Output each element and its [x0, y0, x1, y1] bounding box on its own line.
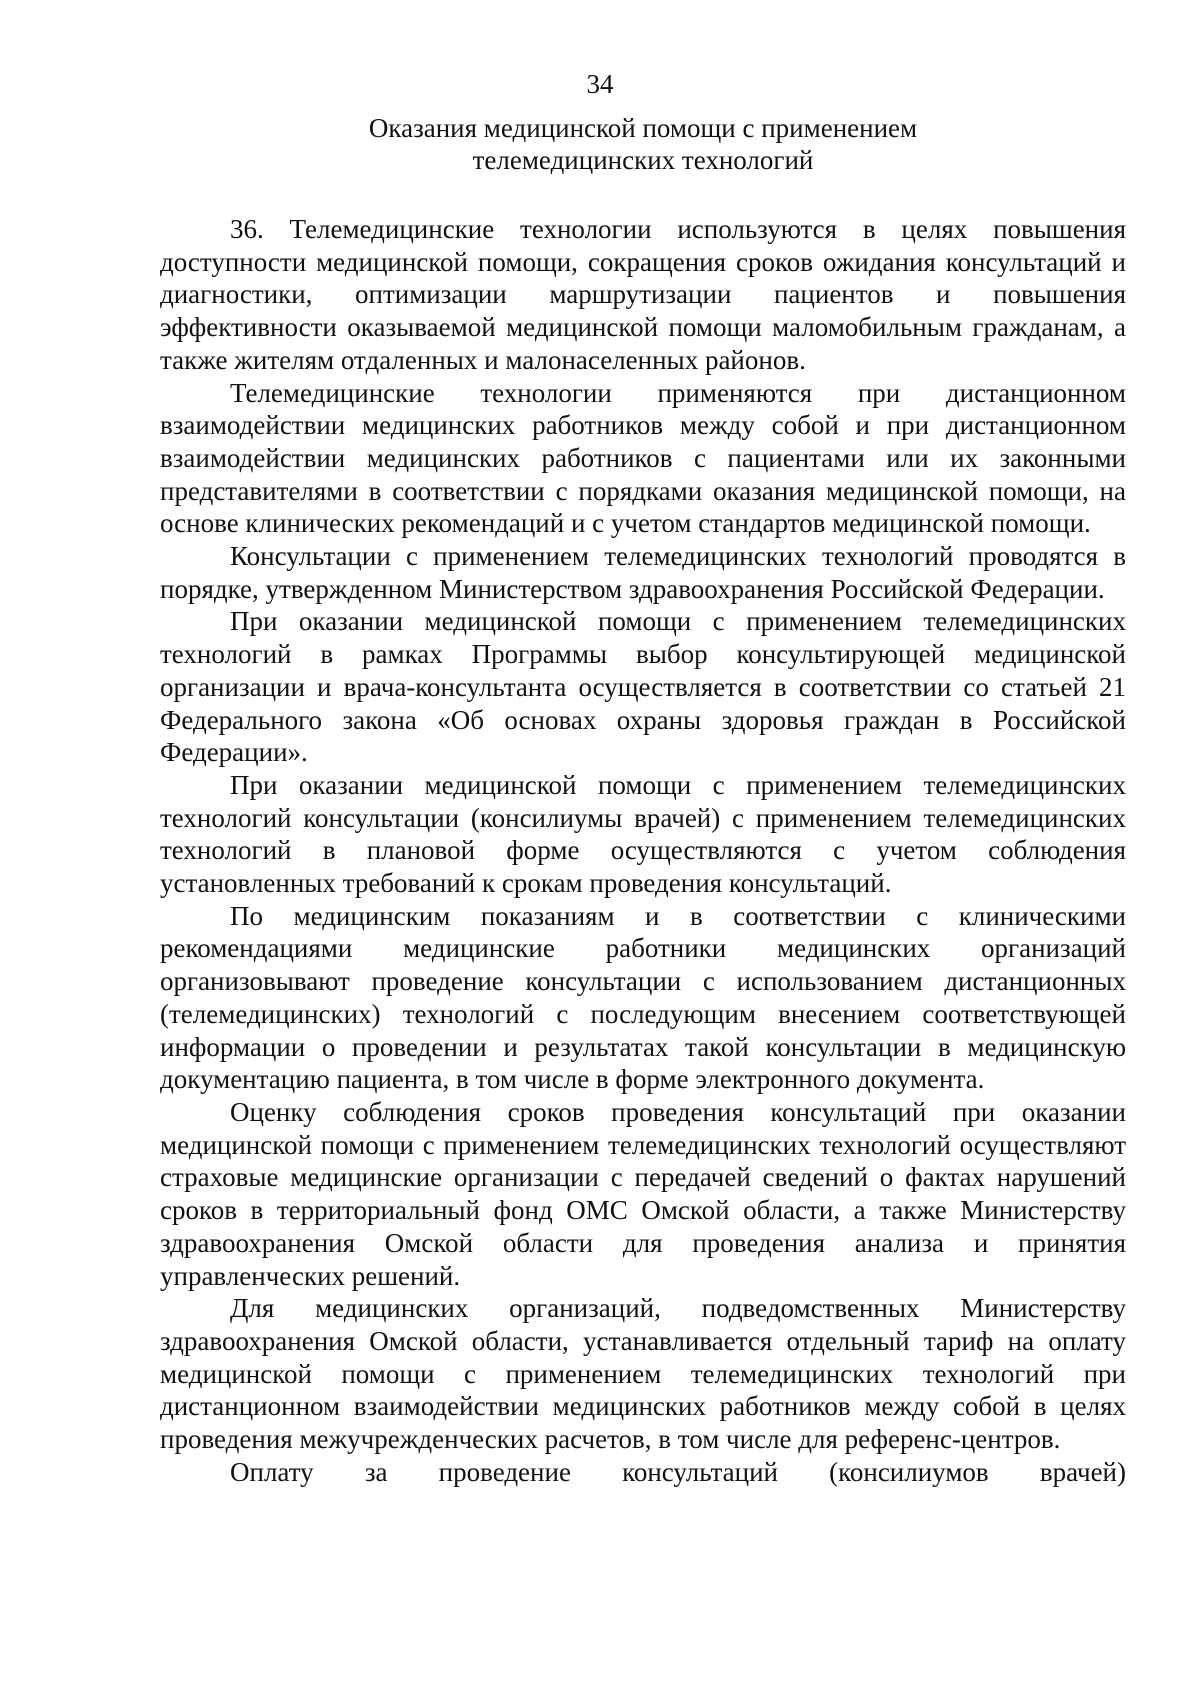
paragraph-application: Телемедицинские технологии применяются при дистанционном взаимодействии медицинских работников между собой и при дистанционном взаимодействии медицинских работников с пациентами или их законными представителями в соответствии с порядками оказания медицинской помощи, на основе клинических рекомендаций и с учетом стандартов медицинской помощи.: [160, 377, 1126, 539]
paragraph-consultant-choice: При оказании медицинской помощи с применением телемедицинских технологий в рамках Программы выбор консультирующей медицинской организации и врача-консультанта осуществляется в соответствии со статьей 21 Федерального закона «Об основах охраны здоровья граждан в Российской Федерации».: [160, 606, 1126, 768]
document-body: [160, 213, 1126, 1488]
page-number: 34: [586, 69, 614, 99]
paragraph-timing-assessment: Оценку соблюдения сроков проведения консультаций при оказании медицинской помощи с применением телемедицинских технологий осуществляют страховые медицинские организации с передачей сведений о фактах нарушений сроков в территориальный фонд ОМС Омской области, а также Министерству здравоохранения Омской области для проведения анализа и принятия управленческих решений.: [160, 1096, 1126, 1291]
paragraph-consultation-order: Консультации с применением телемедицинских технологий проводятся в порядке, утвержденном Министерством здравоохранения Российской Федерации.: [160, 541, 1126, 604]
section-heading: [160, 112, 1126, 176]
section-heading-line-2: телемедицинских технологий: [472, 145, 814, 175]
paragraph-36-purpose: 36. Телемедицинские технологии используются в целях повышения доступности медицинской помощи, сокращения сроков ожидания консультаций и диагностики, оптимизации маршрутизации пациентов и повышения эффективности оказываемой медицинской помощи маломобильным гражданам, а также жителям отдаленных и малонаселенных районов.: [160, 214, 1126, 375]
paragraph-payment-continued: Оплату за проведение консультаций (консилиумов врачей): [230, 1456, 1126, 1487]
paragraph-tariff: Для медицинских организаций, подведомственных Министерству здравоохранения Омской области, устанавливается отдельный тариф на оплату медицинской помощи с применением телемедицинских технологий при дистанционном взаимодействии медицинских работников между собой в целях проведения межучрежденческих расчетов, в том числе для референс-центров.: [160, 1293, 1126, 1455]
paragraph-planned-consultations: При оказании медицинской помощи с применением телемедицинских технологий консультации (консилиумы врачей) с применением телемедицинских технологий в плановой форме осуществляются с учетом соблюдения установленных требований к срокам проведения консультаций.: [160, 769, 1126, 899]
section-heading-line-1: Оказания медицинской помощи с применением: [368, 113, 918, 143]
paragraph-medical-indications: По медицинским показаниям и в соответствии с клиническими рекомендациями медицинские работники медицинских организаций организовывают проведение консультации с использованием дистанционных (телемедицинских) технологий с последующим внесением соответствующей информации о проведении и результатах такой консультации в медицинскую документацию пациента, в том числе в форме электронного документа.: [160, 900, 1126, 1095]
